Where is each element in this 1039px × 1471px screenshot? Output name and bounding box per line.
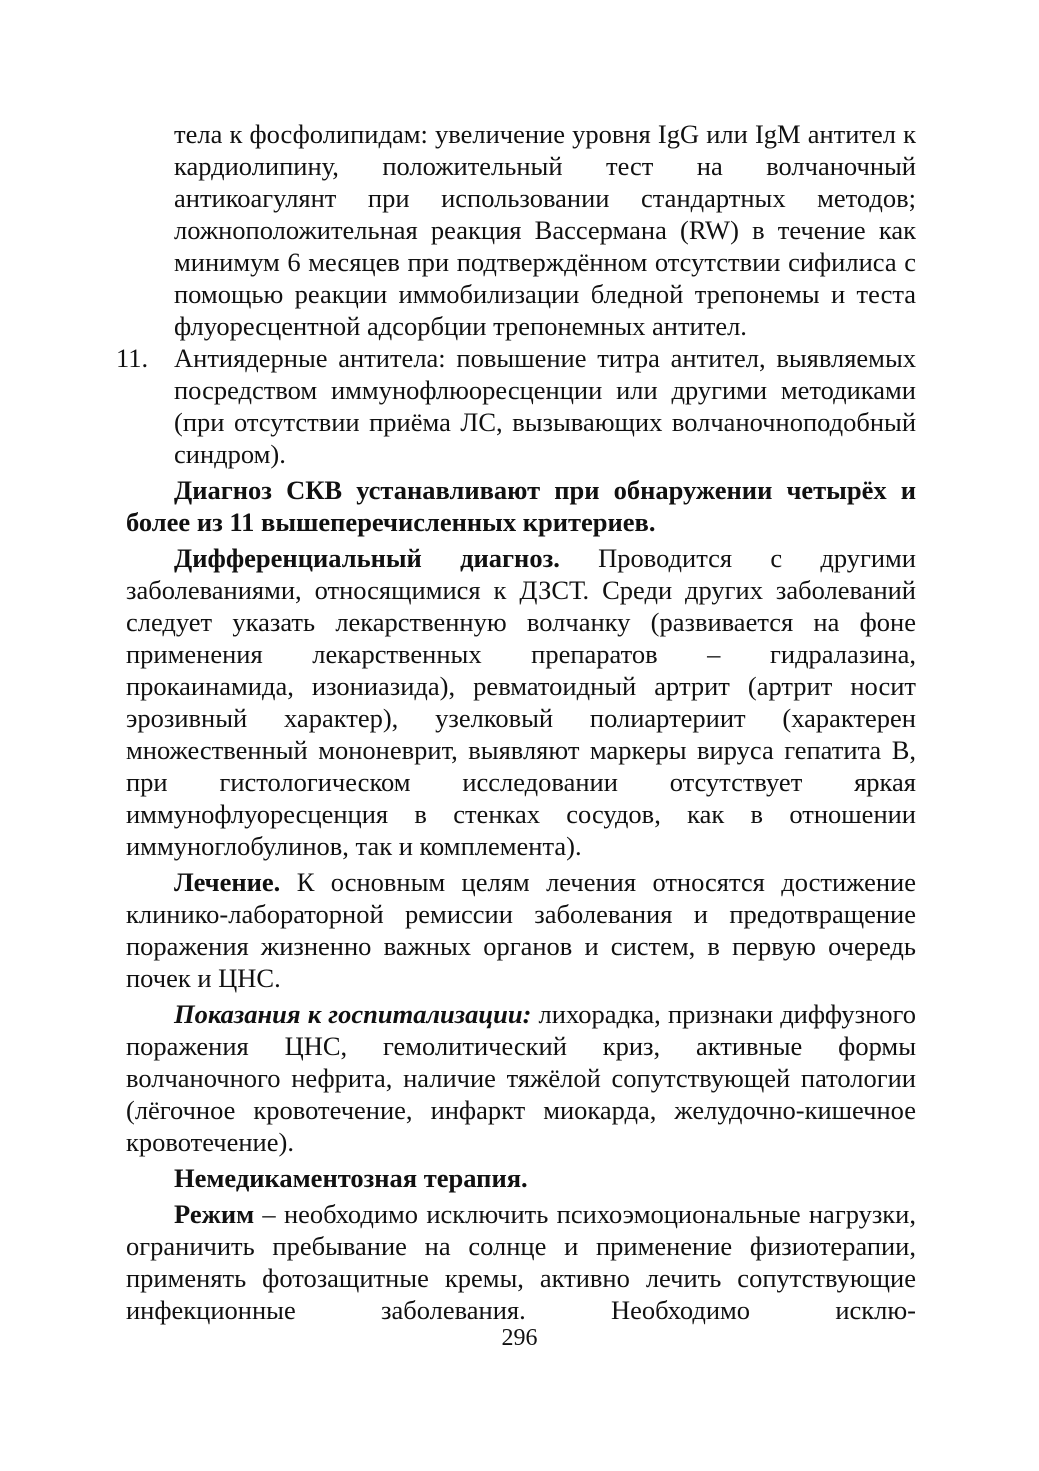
nondrug-therapy-heading <box>126 1162 916 1194</box>
criterion-11 <box>116 342 916 470</box>
differential-diagnosis-paragraph <box>126 542 916 862</box>
page-content <box>116 118 916 1326</box>
nondrug-therapy-heading-text: Немедикаментозная терапия. <box>174 1163 528 1193</box>
page-number: 296 <box>501 1325 538 1351</box>
regimen-heading: Режим <box>174 1199 255 1229</box>
regimen-text: – необходимо исключить психоэмоциональные нагрузки, ограничить пребывание на солнце и применение физиотерапии, применять фотозащитные кремы, активно лечить сопутствующие инфекционные заболевания. Необходимо исклю- <box>126 1199 916 1325</box>
differential-diagnosis-heading: Дифференциальный диагноз. <box>174 543 560 573</box>
differential-diagnosis-text: Проводится с другими заболеваниями, относящимися к ДЗСТ. Среди других заболеваний следует указать лекарственную волчанку (развивается на фоне применения лекарственных препаратов – гидралазина, прокаинамида, изониазида), ревматоидный артрит (артрит носит эрозивный характер), узелковый полиартериит (характерен множественный мононеврит, выявляют маркеры вируса гепатита В, при гистологическом исследовании отсутствует яркая иммунофлуоресценция в стенках сосудов, как в отношении иммуноглобулинов, так и комплемента). <box>126 543 916 861</box>
diagnosis-rule-text: Диагноз СКВ устанавливают при обнаружении четырёх и более из 11 вышеперечисленных критериев. <box>126 475 916 537</box>
hospitalization-paragraph <box>126 998 916 1158</box>
treatment-paragraph <box>126 866 916 994</box>
criterion-11-text: Антиядерные антитела: повышение титра антител, выявляемых посредством иммунофлюоресценции или другими методиками (при отсутствии приёма ЛС, вызывающих волчаночноподобный синдром). <box>174 343 916 469</box>
hospitalization-heading: Показания к госпитализации: <box>174 999 532 1029</box>
diagnosis-rule <box>126 474 916 538</box>
regimen-paragraph <box>126 1198 916 1326</box>
treatment-heading: Лечение. <box>174 867 281 897</box>
criterion-11-number: 11. <box>116 343 149 373</box>
hospitalization-text: лихорадка, признаки диффузного поражения ЦНС, гемолитический криз, активные формы волчаночного нефрита, наличие тяжёлой сопутствующей патологии (лёгочное кровотечение, инфаркт миокарда, желудочно-кишечное кровотечение). <box>126 999 916 1157</box>
criterion-10-continuation: тела к фосфолипидам: увеличение уровня IgG или IgM антител к кардиолипину, положительный тест на волчаночный антикоагулянт при использовании стандартных методов; ложноположительная реакция Вассермана (RW) в течение как минимум 6 месяцев при подтверждённом отсутствии сифилиса с помощью реакции иммобилизации бледной трепонемы и теста флуоресцентной адсорбции трепонемных антител. <box>174 119 916 341</box>
treatment-text: К основным целям лечения относятся достижение клинико-лабораторной ремиссии заболевания и предотвращение поражения жизненно важных органов и систем, в первую очередь почек и ЦНС. <box>126 867 916 993</box>
